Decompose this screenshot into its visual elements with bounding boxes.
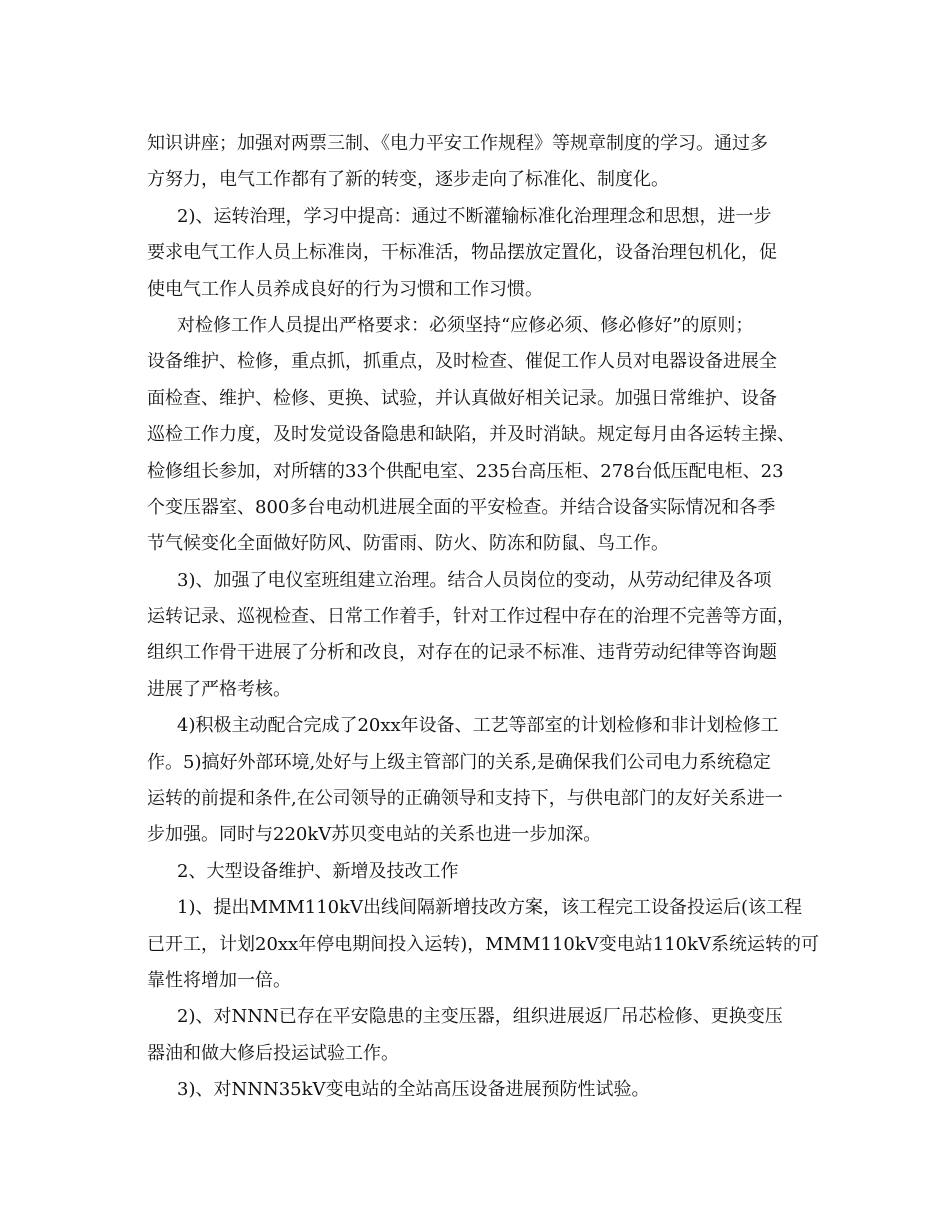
text-line: 运转记录、巡视检查、日常工作着手，针对工作过程中存在的治理不完善等方面， (147, 606, 795, 628)
text-line: 检修组长参加，对所辖的33个供配电室、235台高压柜、278台低压配电柜、23 (147, 460, 784, 482)
paragraph-start-line: 对检修工作人员提出严格要求：必须坚持“应修必须、修必修好”的原则； (177, 314, 754, 336)
text-line: 知识讲座；加强对两票三制、《电力平安工作规程》等规章制度的学习。通过多 (147, 133, 768, 154)
section-heading: 2、大型设备维护、新增及技改工作 (177, 860, 459, 882)
text-line: 节气候变化全面做好防风、防雷雨、防火、防冻和防鼠、鸟工作。 (147, 533, 669, 555)
text-line: 器油和做大修后投运试验工作。 (147, 1042, 399, 1064)
text-line: 个变压器室、800多台电动机进展全面的平安检查。并结合设备实际情况和各季 (147, 496, 776, 518)
text-line: 步加强。同时与220kV苏贝变电站的关系也进一步加深。 (147, 824, 602, 846)
text-line: 作。5)搞好外部环境,处好与上级主管部门的关系,是确保我们公司电力系统稳定 (147, 751, 771, 773)
paragraph-start-line: 4)积极主动配合完成了20xx年设备、工艺等部室的计划检修和非计划检修工 (177, 715, 779, 737)
text-line: 靠性将增加一倍。 (147, 969, 291, 991)
text-line: 方努力，电气工作都有了新的转变，逐步走向了标准化、制度化。 (147, 169, 669, 191)
paragraph-start-line: 3)、加强了电仪室班组建立治理。结合人员岗位的变动，从劳动纪律及各项 (177, 569, 772, 591)
paragraph-start-line: 2)、对NNN已存在平安隐患的主变压器，组织进展返厂吊芯检修、更换变压 (177, 1006, 783, 1028)
text-line: 使电气工作人员养成良好的行为习惯和工作习惯。 (147, 278, 543, 300)
text-line: 设备维护、检修，重点抓，抓重点，及时检查、催促工作人员对电器设备进展全 (147, 351, 777, 373)
document-body (147, 126, 820, 1109)
text-line: 已开工，计划20xx年停电期间投入运转)，MMM110kV变电站110kV系统运转的可 (147, 933, 820, 955)
text-line: 运转的前提和条件,在公司领导的正确领导和支持下，与供电部门的友好关系进一 (147, 788, 783, 810)
text-line: 面检查、维护、检修、更换、试验，并认真做好相关记录。加强日常维护、设备 (147, 387, 777, 409)
paragraph-start-line: 3)、对NNN35kV变电站的全站高压设备进展预防性试验。 (177, 1079, 650, 1101)
text-line: 进展了严格考核。 (147, 678, 291, 700)
paragraph-start-line: 2)、运转治理，学习中提高：通过不断灌输标准化治理理念和思想，进一步 (177, 205, 772, 227)
paragraph-start-line: 1)、提出MMM110kV出线间隔新增技改方案，该工程完工设备投运后(该工程 (177, 897, 803, 919)
text-line: 巡检工作力度，及时发觉设备隐患和缺陷，并及时消缺。规定每月由各运转主操、 (147, 424, 795, 446)
text-line: 要求电气工作人员上标准岗，干标准活，物品摆放定置化，设备治理包机化，促 (147, 242, 777, 264)
text-line: 组织工作骨干进展了分析和改良，对存在的记录不标准、违背劳动纪律等咨询题 (147, 642, 777, 664)
